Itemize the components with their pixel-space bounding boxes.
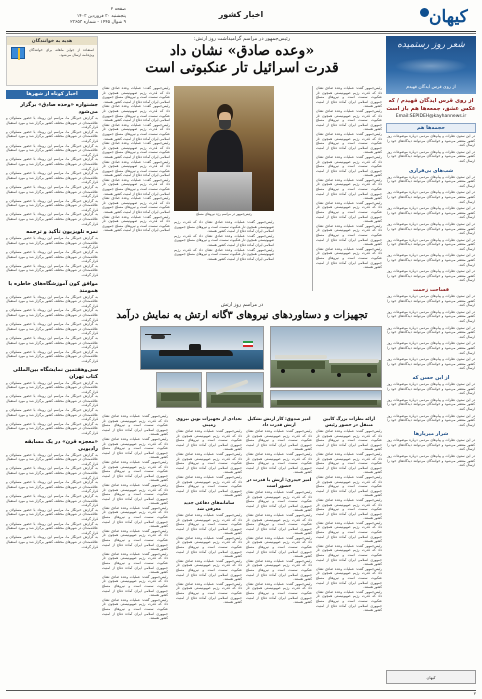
lower-p31: رئیس‌جمهور گفت: عملیات وعده صادق نشان داد که قدرت رژیم صهیونیستی همچون تار عنکبوت سست است و نیروهای مسلح جمهوری اسلامی ایران آماده دفاع از امنیت کشور هستند. (102, 597, 168, 621)
lower-p29: رئیس‌جمهور گفت: عملیات وعده صادق نشان داد که قدرت رژیم صهیونیستی همچون تار عنکبوت سست است و نیروهای مسلح جمهوری اسلامی ایران آماده دفاع از امنیت کشور هستند. (102, 551, 168, 575)
right-body-5b: در این ستون نظرات و پیام‌های مردمی درباره موضوعات روز کشور منتشر می‌شود و خوانندگان می‌توانند دیدگاه‌های خود را ارسال کنند. (387, 454, 475, 468)
sky (207, 373, 263, 392)
lower-p14: رئیس‌جمهور گفت: عملیات وعده صادق نشان داد که قدرت رژیم صهیونیستی همچون تار عنکبوت سست است و نیروهای مسلح جمهوری اسلامی ایران آماده دفاع از امنیت کشور هستند. (246, 558, 312, 582)
right-subhead-2: شب‌های بی‌قراری (408, 167, 454, 174)
right-body-1b: در این ستون نظرات و پیام‌های مردمی درباره موضوعات روز کشور منتشر می‌شود و خوانندگان می‌توانند دیدگاه‌های خود را ارسال کنند. (387, 149, 475, 163)
right-subhead-4: از این حسن که (412, 374, 450, 381)
lower-p6: رئیس‌جمهور گفت: عملیات وعده صادق نشان داد که قدرت رژیم صهیونیستی همچون تار عنکبوت سست است و نیروهای مسلح جمهوری اسلامی ایران آماده دفاع از امنیت کشور هستند. (316, 543, 382, 567)
beard (219, 120, 231, 130)
email-address[interactable]: Email:SEPIDEH@kayhannews.ir (395, 114, 467, 119)
lower-p23: رئیس‌جمهور گفت: عملیات وعده صادق نشان داد که قدرت رژیم صهیونیستی همچون تار عنکبوت سست است و نیروهای مسلح جمهوری اسلامی ایران آماده دفاع از امنیت کشور هستند. (102, 414, 168, 437)
lower-subhead-2: امیر صدوق: کار ارتش تشکیل ارتش قدرت داد (247, 417, 311, 428)
missile-trucks-photo[interactable] (270, 326, 382, 388)
lower-p13: رئیس‌جمهور گفت: عملیات وعده صادق نشان داد که قدرت رژیم صهیونیستی همچون تار عنکبوت سست است و نیروهای مسلح جمهوری اسلامی ایران آماده دفاع از امنیت کشور هستند. (246, 535, 312, 559)
lower-p11: رئیس‌جمهور گفت: عملیات وعده صادق نشان داد که قدرت رژیم صهیونیستی همچون تار عنکبوت سست است و نیروهای مسلح جمهوری اسلامی ایران آماده دفاع از امنیت کشور هستند. (246, 489, 312, 513)
left-body-2b: به گزارش خبرنگار ما، مراسم این رویداد با حضور مسئولان و علاقه‌مندان در شهرهای مختلف کشور برگزار شد و مورد استقبال قرار گرفت. (6, 250, 98, 264)
right-body-3b: در این ستون نظرات و پیام‌های مردمی درباره موضوعات روز کشور منتشر می‌شود و خوانندگان می‌توانند دیدگاه‌های خود را ارسال کنند. (387, 309, 475, 323)
date-line-2: ۹ شوال ۱۴۴۵ - شماره ۲۳۶۵۳ (70, 20, 126, 25)
right-body-2e: در این ستون نظرات و پیام‌های مردمی درباره موضوعات روز کشور منتشر می‌شود و خوانندگان می‌توانند دیدگاه‌های خود را ارسال کنند. (387, 237, 475, 251)
podium (198, 172, 252, 211)
left-body-5: به گزارش خبرنگار ما، مراسم این رویداد با حضور مسئولان و علاقه‌مندان در شهرهای مختلف کشور برگزار شد و مورد استقبال قرار گرفت. (6, 452, 98, 466)
main-kicker: رئیس‌جمهور در مراسم گرامیداشت روز ارتش: (193, 36, 291, 42)
lower-col-4 (102, 414, 168, 686)
right-subhead-3: قساحت زحمت (412, 287, 449, 294)
center-col-right-p1: رئیس‌جمهور گفت: عملیات وعده صادق نشان داد که قدرت رژیم صهیونیستی همچون تار عنکبوت سست است و نیروهای مسلح جمهوری اسلامی ایران آماده دفاع از امنیت کشور هستند. (316, 86, 382, 109)
center-area (102, 36, 382, 688)
under-photo-p1: رئیس‌جمهور گفت: عملیات وعده صادق نشان داد که قدرت رژیم صهیونیستی همچون تار عنکبوت سست است و نیروهای مسلح جمهوری اسلامی ایران آماده دفاع از امنیت کشور هستند. (174, 220, 274, 234)
left-body-2: به گزارش خبرنگار ما، مراسم این رویداد با حضور مسئولان و علاقه‌مندان در شهرهای مختلف کشور برگزار شد و مورد استقبال قرار گرفت. (6, 236, 98, 250)
center-col-right-p4: رئیس‌جمهور گفت: عملیات وعده صادق نشان داد که قدرت رژیم صهیونیستی همچون تار عنکبوت سست است و نیروهای مسلح جمهوری اسلامی ایران آماده دفاع از امنیت کشور هستند. (316, 154, 382, 178)
bottom-ad[interactable]: کیهان (386, 670, 476, 684)
center-col-right (316, 86, 382, 291)
lower-p22: رئیس‌جمهور گفت: عملیات وعده صادق نشان داد که قدرت رژیم صهیونیستی همچون تار عنکبوت سست است و نیروهای مسلح جمهوری اسلامی ایران آماده دفاع از امنیت کشور هستند. (176, 581, 242, 605)
photo-caption: رئیس‌جمهور در مراسم رژه نیروهای مسلح (196, 212, 252, 216)
lower-p9: رئیس‌جمهور گفت: عملیات وعده صادق نشان داد که قدرت رژیم صهیونیستی همچون تار عنکبوت سست است و نیروهای مسلح جمهوری اسلامی ایران آماده دفاع از امنیت کشور هستند. (246, 429, 312, 452)
lower-p4: رئیس‌جمهور گفت: عملیات وعده صادق نشان داد که قدرت رژیم صهیونیستی همچون تار عنکبوت سست است و نیروهای مسلح جمهوری اسلامی ایران آماده دفاع از امنیت کشور هستند. (316, 497, 382, 521)
left-body-5c: به گزارش خبرنگار ما، مراسم این رویداد با حضور مسئولان و علاقه‌مندان در شهرهای مختلف کشور برگزار شد و مورد استقبال قرار گرفت. (6, 480, 98, 494)
lower-p30: رئیس‌جمهور گفت: عملیات وعده صادق نشان داد که قدرت رژیم صهیونیستی همچون تار عنکبوت سست است و نیروهای مسلح جمهوری اسلامی ایران آماده دفاع از امنیت کشور هستند. (102, 574, 168, 598)
right-body-3: در این ستون نظرات و پیام‌های مردمی درباره موضوعات روز کشور منتشر می‌شود و خوانندگان می‌توانند دیدگاه‌های خود را ارسال کنند. (387, 294, 475, 308)
under-photo-p3: رئیس‌جمهور گفت: عملیات وعده صادق نشان داد که قدرت رژیم صهیونیستی همچون تار عنکبوت سست است و نیروهای مسلح جمهوری اسلامی ایران آماده دفاع از امنیت کشور هستند. (174, 247, 274, 261)
rotor (145, 334, 171, 335)
section2-kicker: در مراسم روز ارتش (220, 302, 264, 308)
right-subhead-5: شرار میریار‌ها (413, 431, 449, 438)
lower-p19: رئیس‌جمهور گفت: عملیات وعده صادق نشان داد که قدرت رژیم صهیونیستی همچون تار عنکبوت سست است و نیروهای مسلح جمهوری اسلامی ایران آماده دفاع از امنیت کشور هستند. (176, 512, 242, 536)
date-line-1: پنجشنبه ۳۰ فروردین ۱۴۰۳ (76, 13, 126, 19)
lower-p1: رئیس‌جمهور گفت: عملیات وعده صادق نشان داد که قدرت رژیم صهیونیستی همچون تار عنکبوت سست است و نیروهای مسلح جمهوری اسلامی ایران آماده دفاع از امنیت کشور هستند. (316, 429, 382, 452)
center-col-left-p8: رئیس‌جمهور گفت: عملیات وعده صادق نشان داد که قدرت رژیم صهیونیستی همچون تار عنکبوت سست است و نیروهای مسلح جمهوری اسلامی ایران آماده دفاع از امنیت کشور هستند. (102, 214, 170, 233)
center-col-right-p7: رئیس‌جمهور گفت: عملیات وعده صادق نشان داد که قدرت رژیم صهیونیستی همچون تار عنکبوت سست است و نیروهای مسلح جمهوری اسلامی ایران آماده دفاع از امنیت کشور هستند. (316, 223, 382, 247)
lower-col-1 (316, 414, 382, 686)
left-body-4: به گزارش خبرنگار ما، مراسم این رویداد با حضور مسئولان و علاقه‌مندان در شهرهای مختلف کشور برگزار شد و مورد استقبال قرار گرفت. (6, 380, 98, 394)
lower-subhead-3: امیر حیدری: ارتش با قدرت در حضور است (246, 477, 312, 489)
lower-col-3 (176, 414, 242, 686)
lower-p5: رئیس‌جمهور گفت: عملیات وعده صادق نشان داد که قدرت رژیم صهیونیستی همچون تار عنکبوت سست است و نیروهای مسلح جمهوری اسلامی ایران آماده دفاع از امنیت کشور هستند. (316, 520, 382, 544)
left-headline-3[interactable]: موافق کون آموزشگاه‌های خاطره با همومند (8, 280, 98, 294)
page-label: صفحه ۲ (110, 7, 126, 12)
left-headline-4[interactable]: سی‌وهفتمین نمایشگاه بین‌المللی کتاب تهران (13, 366, 98, 380)
right-body-2: در این ستون نظرات و پیام‌های مردمی درباره موضوعات روز کشور منتشر می‌شود و خوانندگان می‌توانند دیدگاه‌های خود را ارسال کنند. (387, 174, 475, 188)
sail (189, 344, 201, 351)
right-column (386, 36, 476, 688)
lower-subhead-5: سامانه‌های دفاعی جدید معرفی شد (183, 500, 235, 512)
gift-box[interactable] (6, 36, 98, 86)
kayhan-logo[interactable] (418, 4, 476, 30)
lower-subhead-4: تعدادی از تجهیزات نوین نیروی زمینی (176, 417, 242, 428)
submarine-photo[interactable] (140, 326, 264, 370)
truck (211, 395, 261, 403)
right-body-3c: در این ستون نظرات و پیام‌های مردمی درباره موضوعات روز کشور منتشر می‌شود و خوانندگان می‌توانند دیدگاه‌های خود را ارسال کنند. (387, 325, 475, 339)
news-tag: اخبار کوتاه از شهرها (6, 90, 98, 99)
lower-p28: رئیس‌جمهور گفت: عملیات وعده صادق نشان داد که قدرت رژیم صهیونیستی همچون تار عنکبوت سست است و نیروهای مسلح جمهوری اسلامی ایران آماده دفاع از امنیت کشور هستند. (102, 528, 168, 552)
right-body-3e: در این ستون نظرات و پیام‌های مردمی درباره موضوعات روز کشور منتشر می‌شود و خوانندگان می‌توانند دیدگاه‌های خود را ارسال کنند. (387, 357, 475, 371)
top-rule (6, 31, 476, 32)
left-body-4c: به گزارش خبرنگار ما، مراسم این رویداد با حضور مسئولان و علاقه‌مندان در شهرهای مختلف کشور برگزار شد و مورد استقبال قرار گرفت. (6, 408, 98, 422)
left-body-5g: به گزارش خبرنگار ما، مراسم این رویداد با حضور مسئولان و علاقه‌مندان در شهرهای مختلف کشور برگزار شد و مورد استقبال قرار گرفت. (6, 535, 98, 549)
sky (271, 391, 381, 400)
lower-p27: رئیس‌جمهور گفت: عملیات وعده صادق نشان داد که قدرت رژیم صهیونیستی همچون تار عنکبوت سست است و نیروهای مسلح جمهوری اسلامی ایران آماده دفاع از امنیت کشور هستند. (102, 505, 168, 529)
poetry-banner[interactable] (386, 36, 476, 94)
center-col-under-photo (174, 220, 274, 295)
equipment-photo-3[interactable] (270, 390, 382, 408)
center-col-right-p8: رئیس‌جمهور گفت: عملیات وعده صادق نشان داد که قدرت رژیم صهیونیستی همچون تار عنکبوت سست است و نیروهای مسلح جمهوری اسلامی ایران آماده دفاع از امنیت کشور هستند. (316, 246, 382, 270)
wheel (311, 369, 315, 373)
left-body-5d: به گزارش خبرنگار ما، مراسم این رویداد با حضور مسئولان و علاقه‌مندان در شهرهای مختلف کشور برگزار شد و مورد استقبال قرار گرفت. (6, 493, 98, 508)
left-body-2c: به گزارش خبرنگار ما، مراسم این رویداد با حضور مسئولان و علاقه‌مندان در شهرهای مختلف کشور برگزار شد و مورد استقبال قرار گرفت. (6, 263, 98, 277)
lower-p20: رئیس‌جمهور گفت: عملیات وعده صادق نشان داد که قدرت رژیم صهیونیستی همچون تار عنکبوت سست است و نیروهای مسلح جمهوری اسلامی ایران آماده دفاع از امنیت کشور هستند. (176, 535, 242, 559)
left-body-5e: به گزارش خبرنگار ما، مراسم این رویداد با حضور مسئولان و علاقه‌مندان در شهرهای مختلف کشور برگزار شد و مورد استقبال قرار گرفت. (6, 507, 98, 521)
wheel (281, 369, 285, 373)
lower-p2: رئیس‌جمهور گفت: عملیات وعده صادق نشان داد که قدرت رژیم صهیونیستی همچون تار عنکبوت سست است و نیروهای مسلح جمهوری اسلامی ایران آماده دفاع از امنیت کشور هستند. (316, 451, 382, 475)
footer-rule (6, 690, 476, 691)
left-body-1d: به گزارش خبرنگار ما، مراسم این رویداد با حضور مسئولان و علاقه‌مندان در شهرهای مختلف کشور برگزار شد و مورد استقبال قرار گرفت. (6, 157, 98, 171)
logo-mark-icon (420, 8, 429, 17)
left-body-1b: به گزارش خبرنگار ما، مراسم این رویداد با حضور مسئولان و علاقه‌مندان در شهرهای مختلف کشور برگزار شد و مورد استقبال قرار گرفت. (6, 129, 98, 143)
missile (159, 388, 199, 392)
equipment-photo-2[interactable] (206, 372, 264, 408)
helicopter (151, 335, 165, 339)
left-body-3: به گزارش خبرنگار ما، مراسم این رویداد با حضور مسئولان و علاقه‌مندان در شهرهای مختلف کشور برگزار شد و مورد استقبال قرار گرفت. (6, 294, 98, 308)
section-title: اخبار کشور (218, 10, 264, 19)
left-body-1f: به گزارش خبرنگار ما، مراسم این رویداد با حضور مسئولان و علاقه‌مندان در شهرهای مختلف کشور برگزار شد و مورد استقبال قرار گرفت. (6, 184, 98, 199)
right-box-title-1: حجمه‌ها هم (386, 123, 476, 133)
wheel (337, 373, 341, 377)
wheel (367, 373, 371, 377)
left-body-1: به گزارش خبرنگار ما، مراسم این رویداد با حضور مسئولان و علاقه‌مندان در شهرهای مختلف کشور برگزار شد و مورد استقبال قرار گرفت. (6, 116, 98, 130)
lower-p7: رئیس‌جمهور گفت: عملیات وعده صادق نشان داد که قدرت رژیم صهیونیستی همچون تار عنکبوت سست است و نیروهای مسلح جمهوری اسلامی ایران آماده دفاع از امنیت کشور هستند. (316, 566, 382, 590)
flag-icon (243, 341, 253, 347)
headline-line-2: قدرت اسرائیل تار عنکبوتی است (145, 60, 339, 76)
right-body-2f: در این ستون نظرات و پیام‌های مردمی درباره موضوعات روز کشور منتشر می‌شود و خوانندگان می‌توانند دیدگاه‌های خود را ارسال کنند. (387, 253, 475, 267)
left-body-5b: به گزارش خبرنگار ما، مراسم این رویداد با حضور مسئولان و علاقه‌مندان در شهرهای مختلف کشور برگزار شد و مورد استقبال قرار گرفت. (6, 466, 98, 480)
president-photo[interactable] (174, 86, 274, 211)
right-body-2c: در این ستون نظرات و پیام‌های مردمی درباره موضوعات روز کشور منتشر می‌شود و خوانندگان می‌توانند دیدگاه‌های خود را ارسال کنند. (387, 206, 475, 220)
left-body-5f: به گزارش خبرنگار ما، مراسم این رویداد با حضور مسئولان و علاقه‌مندان در شهرهای مختلف کشور برگزار شد و مورد استقبال قرار گرفت. (6, 521, 98, 535)
center-col-left-p1: رئیس‌جمهور گفت: عملیات وعده صادق نشان داد که قدرت رژیم صهیونیستی همچون تار عنکبوت سست است و نیروهای مسلح جمهوری اسلامی ایران آماده دفاع از امنیت کشور هستند. (102, 86, 170, 104)
lower-col-2 (246, 414, 312, 686)
banner-title: شعر روز رستمیده (397, 40, 465, 50)
center-col-right-p2: رئیس‌جمهور گفت: عملیات وعده صادق نشان داد که قدرت رژیم صهیونیستی همچون تار عنکبوت سست است و نیروهای مسلح جمهوری اسلامی ایران آماده دفاع از امنیت کشور هستند. (316, 108, 382, 132)
right-body-1: در این ستون نظرات و پیام‌های مردمی درباره موضوعات روز کشور منتشر می‌شود و خوانندگان می‌توانند دیدگاه‌های خود را ارسال کنند. (387, 134, 475, 148)
center-col-right-p5: رئیس‌جمهور گفت: عملیات وعده صادق نشان داد که قدرت رژیم صهیونیستی همچون تار عنکبوت سست است و نیروهای مسلح جمهوری اسلامی ایران آماده دفاع از امنیت کشور هستند. (316, 177, 382, 201)
left-body-1g: به گزارش خبرنگار ما، مراسم این رویداد با حضور مسئولان و علاقه‌مندان در شهرهای مختلف کشور برگزار شد و مورد استقبال قرار گرفت. (6, 198, 98, 212)
center-col-left-p5: رئیس‌جمهور گفت: عملیات وعده صادق نشان داد که قدرت رژیم صهیونیستی همچون تار عنکبوت سست است و نیروهای مسلح جمهوری اسلامی ایران آماده دفاع از امنیت کشور هستند. (102, 159, 170, 178)
left-column (6, 36, 98, 688)
banner-sub: از روی قرس اید‌گان قهیدم (406, 85, 456, 90)
left-body-4b: به گزارش خبرنگار ما، مراسم این رویداد با حضور مسئولان و علاقه‌مندان در شهرهای مختلف کشور برگزار شد و مورد استقبال قرار گرفت. (6, 394, 98, 408)
center-col-left-p6: رئیس‌جمهور گفت: عملیات وعده صادق نشان داد که قدرت رژیم صهیونیستی همچون تار عنکبوت سست است و نیروهای مسلح جمهوری اسلامی ایران آماده دفاع از امنیت کشور هستند. (102, 177, 170, 196)
lower-p12: رئیس‌جمهور گفت: عملیات وعده صادق نشان داد که قدرت رژیم صهیونیستی همچون تار عنکبوت سست است و نیروهای مسلح جمهوری اسلامی ایران آماده دفاع از امنیت کشور هستند. (246, 512, 312, 536)
lower-p25: رئیس‌جمهور گفت: عملیات وعده صادق نشان داد که قدرت رژیم صهیونیستی همچون تار عنکبوت سست است و نیروهای مسلح جمهوری اسلامی ایران آماده دفاع از امنیت کشور هستند. (102, 459, 168, 483)
left-body-3e: به گزارش خبرنگار ما، مراسم این رویداد با حضور مسئولان و علاقه‌مندان در شهرهای مختلف کشور برگزار شد و مورد استقبال قرار گرفت. (6, 349, 98, 363)
right-body-4c: در این ستون نظرات و پیام‌های مردمی درباره موضوعات روز کشور منتشر می‌شود و خوانندگان می‌توانند دیدگاه‌های خود را ارسال کنند. (387, 413, 475, 427)
top-rule-thin (6, 33, 476, 34)
left-body-3b: به گزارش خبرنگار ما، مراسم این رویداد با حضور مسئولان و علاقه‌مندان در شهرهای مختلف کشور برگزار شد و مورد استقبال قرار گرفت. (6, 308, 98, 322)
center-col-left-p2: رئیس‌جمهور گفت: عملیات وعده صادق نشان داد که قدرت رژیم صهیونیستی همچون تار عنکبوت سست است و نیروهای مسلح جمهوری اسلامی ایران آماده دفاع از امنیت کشور هستند. (102, 104, 170, 123)
convoy (277, 400, 377, 405)
left-body-1e: به گزارش خبرنگار ما، مراسم این رویداد با حضور مسئولان و علاقه‌مندان در شهرهای مختلف کشور برگزار شد و مورد استقبال قرار گرفت. (6, 171, 98, 185)
truck-2 (331, 365, 377, 373)
right-body-2g: در این ستون نظرات و پیام‌های مردمی درباره موضوعات روز کشور منتشر می‌شود و خوانندگان می‌توانند دیدگاه‌های خود را ارسال کنند. (387, 269, 475, 283)
lower-p16: رئیس‌جمهور گفت: عملیات وعده صادق نشان داد که قدرت رژیم صهیونیستی همچون تار عنکبوت سست است و نیروهای مسلح جمهوری اسلامی ایران آماده دفاع از امنیت کشور هستند. (176, 429, 242, 452)
left-body-1h: به گزارش خبرنگار ما، مراسم این رویداد با حضور مسئولان و علاقه‌مندان در شهرهای مختلف کشور برگزار شد و مورد استقبال قرار گرفت. (6, 212, 98, 226)
missile-1 (275, 355, 327, 359)
center-col-right-p6: رئیس‌جمهور گفت: عملیات وعده صادق نشان داد که قدرت رژیم صهیونیستی همچون تار عنکبوت سست است و نیروهای مسلح جمهوری اسلامی ایران آماده دفاع از امنیت کشور هستند. (316, 200, 382, 224)
left-body-4d: به گزارش خبرنگار ما، مراسم این رویداد با حضور مسئولان و علاقه‌مندان در شهرهای مختلف کشور برگزار شد و مورد استقبال قرار گرفت. (6, 421, 98, 436)
lower-p8: رئیس‌جمهور گفت: عملیات وعده صادق نشان داد که قدرت رژیم صهیونیستی همچون تار عنکبوت سست است و نیروهای مسلح جمهوری اسلامی ایران آماده دفاع از امنیت کشور هستند. (316, 589, 382, 613)
left-headline-2[interactable]: نمره تلویزیون تأکید و ترجمه (26, 229, 98, 236)
right-body-2d: در این ستون نظرات و پیام‌های مردمی درباره موضوعات روز کشور منتشر می‌شود و خوانندگان می‌توانند دیدگاه‌های خود را ارسال کنند. (387, 221, 475, 236)
divider-1 (312, 86, 313, 291)
left-body-3d: به گزارش خبرنگار ما، مراسم این رویداد با حضور مسئولان و علاقه‌مندان در شهرهای مختلف کشور برگزار شد و مورد استقبال قرار گرفت. (6, 335, 98, 350)
right-body-3d: در این ستون نظرات و پیام‌های مردمی درباره موضوعات روز کشور منتشر می‌شود و خوانندگان می‌توانند دیدگاه‌های خود را ارسال کنند. (387, 341, 475, 355)
center-col-left-p4: رئیس‌جمهور گفت: عملیات وعده صادق نشان داد که قدرت رژیم صهیونیستی همچون تار عنکبوت سست است و نیروهای مسلح جمهوری اسلامی ایران آماده دفاع از امنیت کشور هستند. (102, 141, 170, 159)
lower-subhead-1: ارائه نظرات بزرگ کابین منتقل در حضور رئیس (322, 417, 375, 428)
truck (161, 393, 199, 401)
lower-p15: رئیس‌جمهور گفت: عملیات وعده صادق نشان داد که قدرت رژیم صهیونیستی همچون تار عنکبوت سست است و نیروهای مسلح جمهوری اسلامی ایران آماده دفاع از امنیت کشور هستند. (246, 581, 312, 605)
headline-line-1: «وعده صادق» نشان داد (169, 43, 315, 59)
right-body-4b: در این ستون نظرات و پیام‌های مردمی درباره موضوعات روز کشور منتشر می‌شود و خوانندگان می‌توانند دیدگاه‌های خود را ارسال کنند. (387, 397, 475, 411)
gift-title: هدیه به خوانندگان (7, 37, 97, 45)
under-photo-p2: رئیس‌جمهور گفت: عملیات وعده صادق نشان داد که قدرت رژیم صهیونیستی همچون تار عنکبوت سست است و نیروهای مسلح جمهوری اسلامی ایران آماده دفاع از امنیت کشور هستند. (174, 233, 274, 247)
page-number: ۲ (473, 692, 476, 697)
gift-text: استفاده از جوایز ماهانه برای خوانندگان ویژه‌نامه ارسال می‌شود. (29, 48, 94, 57)
center-col-left-p7: رئیس‌جمهور گفت: عملیات وعده صادق نشان داد که قدرت رژیم صهیونیستی همچون تار عنکبوت سست است و نیروهای مسلح جمهوری اسلامی ایران آماده دفاع از امنیت کشور هستند. (102, 196, 170, 215)
banner-glow (394, 58, 468, 74)
right-body-4: در این ستون نظرات و پیام‌های مردمی درباره موضوعات روز کشور منتشر می‌شود و خوانندگان می‌توانند دیدگاه‌های خود را ارسال کنند. (387, 381, 475, 396)
main-headline[interactable] (102, 43, 382, 77)
promo-text: از روی قرس ایدگان قهیدم / که عکس عشق، جمعه‌ها هم باز است (386, 98, 476, 112)
right-body-5: در این ستون نظرات و پیام‌های مردمی درباره موضوعات روز کشور منتشر می‌شود و خوانندگان می‌توانند دیدگاه‌های خود را ارسال کنند. (387, 438, 475, 452)
lower-p10: رئیس‌جمهور گفت: عملیات وعده صادق نشان داد که قدرت رژیم صهیونیستی همچون تار عنکبوت سست است و نیروهای مسلح جمهوری اسلامی ایران آماده دفاع از امنیت کشور هستند. (246, 451, 312, 475)
truck-1 (277, 361, 325, 369)
center-col-left-p3: رئیس‌جمهور گفت: عملیات وعده صادق نشان داد که قدرت رژیم صهیونیستی همچون تار عنکبوت سست است و نیروهای مسلح جمهوری اسلامی ایران آماده دفاع از امنیت کشور هستند. (102, 122, 170, 141)
missile-2 (329, 359, 379, 363)
center-col-left (102, 86, 170, 291)
equipment-photo-1[interactable] (156, 372, 202, 408)
lower-p21: رئیس‌جمهور گفت: عملیات وعده صادق نشان داد که قدرت رژیم صهیونیستی همچون تار عنکبوت سست است و نیروهای مسلح جمهوری اسلامی ایران آماده دفاع از امنیت کشور هستند. (176, 558, 242, 582)
left-headline-5[interactable]: «معجزه قرن» در یک مسابقه رادیویی (24, 438, 98, 452)
left-body-1c: به گزارش خبرنگار ما، مراسم این رویداد با حضور مسئولان و علاقه‌مندان در شهرهای مختلف کشور برگزار شد و مورد استقبال قرار گرفت. (6, 143, 98, 157)
lower-p17: رئیس‌جمهور گفت: عملیات وعده صادق نشان داد که قدرت رژیم صهیونیستی همچون تار عنکبوت سست است و نیروهای مسلح جمهوری اسلامی ایران آماده دفاع از امنیت کشور هستند. (176, 451, 242, 475)
left-body-3c: به گزارش خبرنگار ما، مراسم این رویداد با حضور مسئولان و علاقه‌مندان در شهرهای مختلف کشور برگزار شد و مورد استقبال قرار گرفت. (6, 322, 98, 336)
masthead (6, 4, 476, 30)
section2-headline[interactable]: تجهیزات و دستاوردهای نیروهای ۳گانه ارتش به نمایش درآمد (116, 310, 368, 321)
gift-icon (11, 47, 25, 59)
logo-text: کیهان (429, 7, 468, 27)
dateline (6, 7, 126, 27)
lower-p3: رئیس‌جمهور گفت: عملیات وعده صادق نشان داد که قدرت رژیم صهیونیستی همچون تار عنکبوت سست است و نیروهای مسلح جمهوری اسلامی ایران آماده دفاع از امنیت کشور هستند. (316, 474, 382, 498)
left-headline-1[interactable]: جشنواره «وحده صادق» برگزار می‌شود (20, 102, 98, 115)
right-body-2b: در این ستون نظرات و پیام‌های مردمی درباره موضوعات روز کشور منتشر می‌شود و خوانندگان می‌توانند دیدگاه‌های خود را ارسال کنند. (387, 190, 475, 204)
lower-p24: رئیس‌جمهور گفت: عملیات وعده صادق نشان داد که قدرت رژیم صهیونیستی همچون تار عنکبوت سست است و نیروهای مسلح جمهوری اسلامی ایران آماده دفاع از امنیت کشور هستند. (102, 436, 168, 460)
lower-p26: رئیس‌جمهور گفت: عملیات وعده صادق نشان داد که قدرت رژیم صهیونیستی همچون تار عنکبوت سست است و نیروهای مسلح جمهوری اسلامی ایران آماده دفاع از امنیت کشور هستند. (102, 482, 168, 506)
lower-p18: رئیس‌جمهور گفت: عملیات وعده صادق نشان داد که قدرت رژیم صهیونیستی همچون تار عنکبوت سست است و نیروهای مسلح جمهوری اسلامی ایران آماده دفاع از امنیت کشور هستند. (176, 474, 242, 498)
center-col-right-p3: رئیس‌جمهور گفت: عملیات وعده صادق نشان داد که قدرت رژیم صهیونیستی همچون تار عنکبوت سست است و نیروهای مسلح جمهوری اسلامی ایران آماده دفاع از امنیت کشور هستند. (316, 131, 382, 155)
